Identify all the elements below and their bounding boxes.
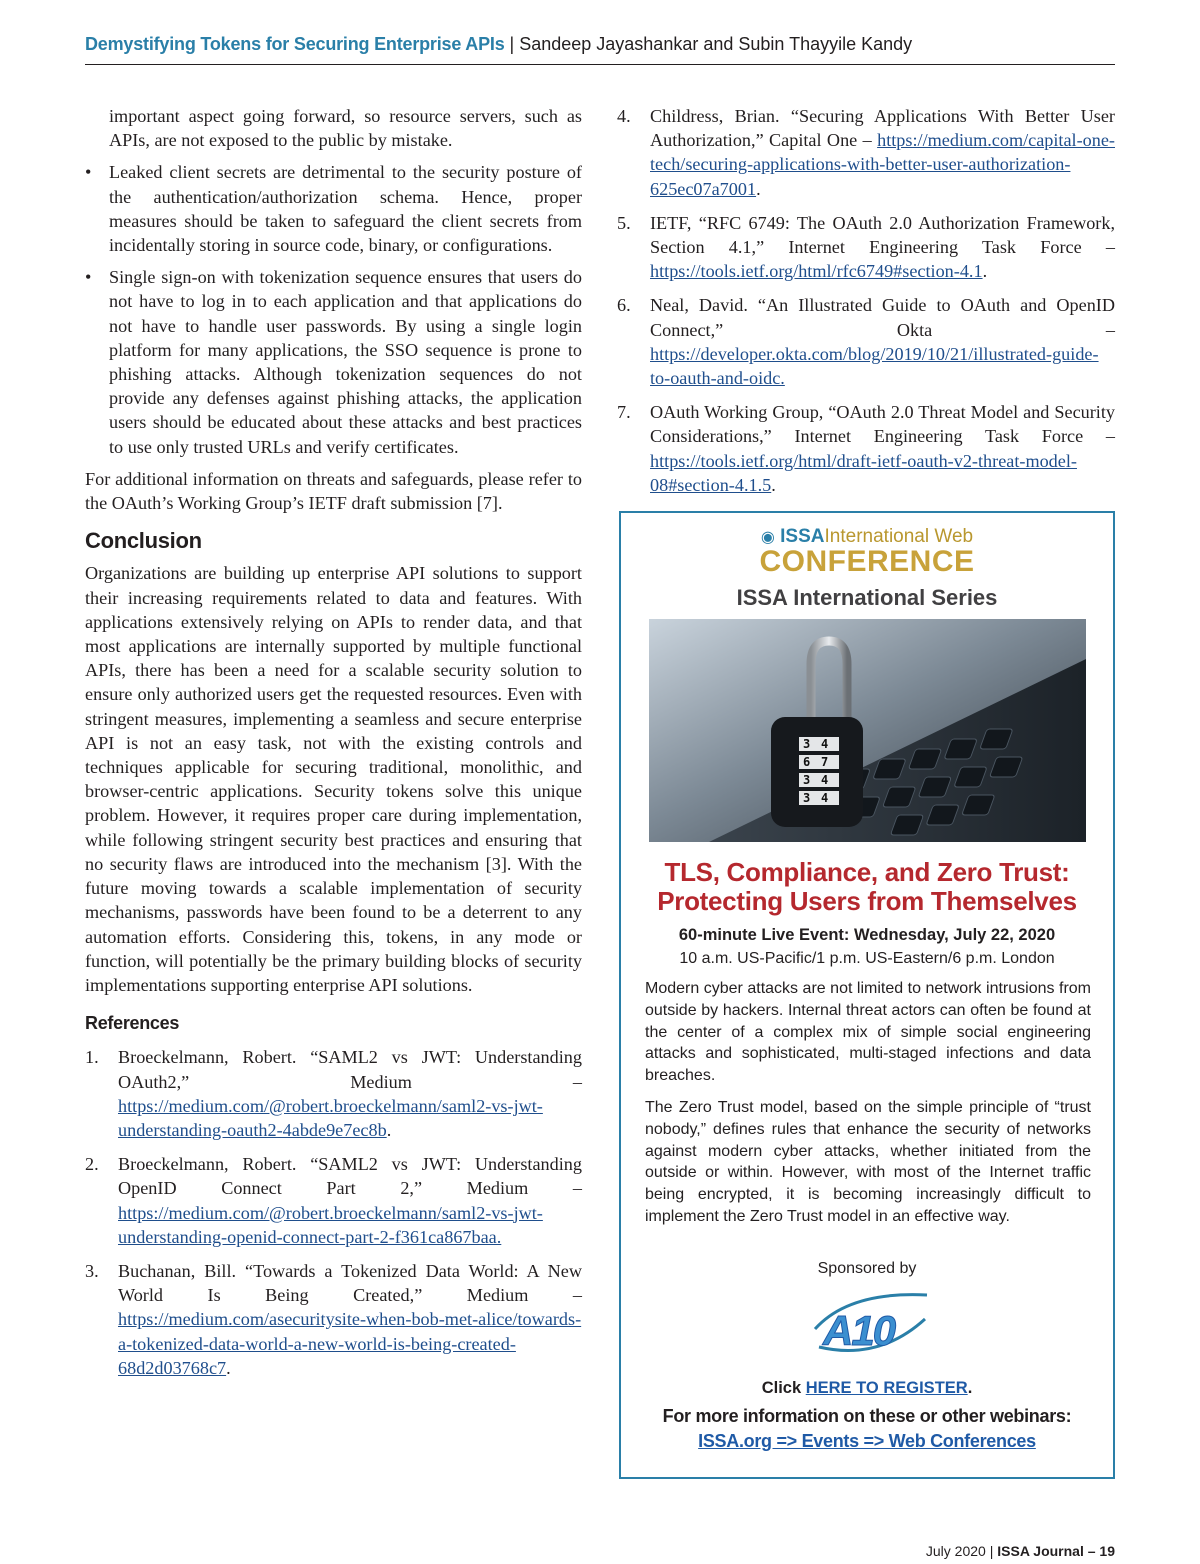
more-info-text: For more information on these or other webinars: [662, 1406, 1072, 1426]
reference-end: . [386, 1119, 392, 1140]
reference-link[interactable]: https://tools.ietf.org/html/rfc6749#section-4.1 [650, 261, 983, 282]
register-link[interactable]: HERE TO REGISTER [805, 1379, 968, 1397]
references-heading: References [85, 1013, 180, 1034]
bullet-text: Leaked client secrets are detrimental to the security posture of the authentication/authorization schema. Hence, proper measures should be taken to safeguard the client secrets from incidentally storing in source code, binary, or configurations. [109, 162, 582, 256]
left-column [85, 104, 582, 1390]
reference-citation: Neal, David. “An Illustrated Guide to OAuth and OpenID Connect,” Okta – [650, 295, 1115, 340]
reference-text [650, 293, 1115, 390]
click-suffix: . [967, 1379, 973, 1397]
bullet-item [85, 160, 582, 257]
bullet-text: Single sign-on with tokenization sequence ensures that users do not have to log in to each application and that applications do not have to handle user passwords. By using a single login platform for many applications, the SSO sequence is prone to phishing attacks. Although tokenization sequences do not provide any defenses against phishing attacks, the application users should be educated about these attacks and best practices to use only trusted URLs and verify certificates. [109, 267, 582, 457]
bullet-dot: • [85, 267, 92, 288]
event-timezones: 10 a.m. US-Pacific/1 p.m. US-Eastern/6 p.m. London [679, 950, 1055, 967]
reference-citation: OAuth Working Group, “OAuth 2.0 Threat Model and Security Considerations,” Internet Engineering Task Force – [650, 402, 1115, 447]
reference-item [85, 1152, 582, 1249]
reference-item [617, 104, 1115, 201]
padlock-digit: 3 [803, 773, 811, 787]
reference-link[interactable]: https://developer.okta.com/blog/2019/10/21/illustrated-guide-to-oauth-and-oidc. [650, 343, 1099, 389]
globe-icon: ◉ [760, 529, 775, 546]
reference-end: . [756, 178, 761, 199]
a10-logo-graphic [809, 1289, 931, 1363]
event-datetime: 60-minute Live Event: Wednesday, July 22, 2020 [678, 926, 1056, 944]
click-prefix: Click [761, 1379, 806, 1397]
reference-link[interactable]: https://medium.com/@robert.broeckelmann/saml2-vs-jwt-understanding-oauth2-4abde9e7ec8b [118, 1095, 543, 1140]
reference-number: 2. [85, 1154, 99, 1175]
reference-text [650, 211, 1115, 284]
reference-text [118, 1259, 582, 1380]
padlock-keyboard-image [649, 619, 1086, 842]
continued-bullet-text: important aspect going forward, so resource servers, such as APIs, are not exposed to the public by mistake. [109, 106, 582, 151]
right-column [617, 104, 1115, 507]
reference-link[interactable]: https://medium.com/capital-one-tech/securing-applications-with-better-user-authorization-625ec07a7001 [650, 130, 1115, 199]
reference-item [617, 400, 1115, 497]
reference-number: 5. [617, 212, 631, 233]
reference-link[interactable]: https://medium.com/asecuritysite-when-bob-met-alice/towards-a-tokenized-data-world-a-new-world-is-being-created-68d2d03768c7 [118, 1309, 582, 1378]
padlock-digit: 4 [821, 791, 829, 805]
reference-item [617, 293, 1115, 390]
reference-item [85, 1259, 582, 1380]
reference-number: 1. [85, 1047, 99, 1068]
reference-number: 4. [617, 106, 631, 126]
footer-date: July 2020 [925, 1543, 986, 1559]
logo-conference-text: CONFERENCE [759, 545, 975, 578]
a10-sponsor-logo [809, 1289, 931, 1363]
headline-line-1: TLS, Compliance, and Zero Trust: [664, 857, 1070, 887]
reference-text [650, 104, 1115, 201]
padlock-image-graphic [649, 619, 1086, 842]
padlock-digit: 4 [821, 773, 829, 787]
reference-item [617, 211, 1115, 284]
reference-citation: Childress, Brian. “Securing Applications With Better User Authorization,” Capital One – [650, 106, 1115, 151]
conclusion-paragraph: Organizations are building up enterprise API solutions to support their increasing requirements related to data and features. With applications extensively relying on APIs to render data, and that most applications are internally supported by multiple functional APIs, there has been a need for a scalable security solution to ensure only authorized users get the requested resources. Even with stringent measures, implementing a seamless and secure enterprise API is not an easy task, not with the existing controls and techniques applicable for securing traditional, monolithic, and browser-centric applications. Security tokens solve this unique problem. However, it requires proper care during implementation, while following stringent security best practices and ensuring that no security flaws are introduced into the mechanism [3]. With the future moving towards a scalable implementation of security mechanisms, passwords have been found to be a deterrent to any automation efforts. Considering this, tokens, in any mode or function, will potentially be the primary building blocks of security implementations supporting enterprise API solutions. [85, 563, 582, 995]
additional-info-paragraph: For additional information on threats and safeguards, please refer to the OAuth’s Working Group’s IETF draft submission [7]. [85, 468, 582, 514]
padlock-digit: 7 [821, 755, 829, 769]
padlock-digit: 3 [803, 791, 811, 805]
padlock-digit: 6 [803, 755, 811, 769]
register-line [621, 1379, 1113, 1398]
reference-number: 7. [617, 402, 631, 423]
reference-number: 3. [85, 1260, 99, 1281]
footer-journal-page: ISSA Journal – 19 [997, 1543, 1115, 1559]
reference-end: . [771, 474, 776, 495]
article-authors: Sandeep Jayashankar and Subin Thayyile Kandy [519, 34, 913, 54]
sponsored-by-label: Sponsored by [817, 1260, 917, 1277]
footer-separator: | [985, 1543, 998, 1559]
bullet-dot: • [85, 162, 92, 183]
a10-logo-text: A10 [823, 1307, 895, 1354]
series-title: ISSA International Series [736, 585, 998, 610]
padlock-digit: 4 [821, 737, 829, 751]
reference-end: . [226, 1357, 231, 1378]
reference-citation: Buchanan, Bill. “Towards a Tokenized Data World: A New World Is Being Created,” Medium – [118, 1260, 582, 1306]
bullet-item [85, 265, 582, 459]
reference-citation: Broeckelmann, Robert. “SAML2 vs JWT: Understanding OpenID Connect Part 2,” Medium – [118, 1154, 582, 1199]
running-header [85, 34, 1115, 65]
web-conferences-link[interactable]: ISSA.org => Events => Web Conferences [698, 1431, 1036, 1451]
webinar-headline [621, 858, 1113, 916]
reference-number: 6. [617, 295, 631, 316]
reference-text [118, 1152, 582, 1249]
issa-conference-logo [621, 527, 1113, 576]
logo-international-text: International Web [824, 526, 974, 547]
logo-issa-text: ISSA [780, 526, 825, 547]
reference-citation: IETF, “RFC 6749: The OAuth 2.0 Authorization Framework, Section 4.1,” Internet Engineering Task Force – [650, 212, 1115, 258]
article-title: Demystifying Tokens for Securing Enterprise APIs [85, 34, 505, 54]
reference-text [650, 400, 1115, 497]
page-footer [926, 1543, 1115, 1559]
reference-citation: Broeckelmann, Robert. “SAML2 vs JWT: Understanding OAuth2,” Medium – [118, 1047, 582, 1092]
reference-text [118, 1045, 582, 1142]
reference-item [85, 1045, 582, 1142]
padlock-digit: 3 [803, 737, 811, 751]
header-separator: | [504, 34, 520, 54]
ad-body-paragraph-2: The Zero Trust model, based on the simple principle of “trust nobody,” defines rules that enhance the security of networks against modern cyber attacks, whether initiated from the outside or within. However, with most of the Internet traffic being encrypted, it is becoming increasingly difficult to implement the Zero Trust model in an effective way. [645, 1099, 1091, 1225]
ad-body-paragraph-1: Modern cyber attacks are not limited to network intrusions from outside by hackers. Internal threat actors can often be found at the center of a complex mix of simple social engineering attacks and sophisticated, multi-staged infections and data breaches. [645, 980, 1091, 1085]
headline-line-2: Protecting Users from Themselves [657, 886, 1077, 916]
conclusion-heading: Conclusion [85, 528, 202, 554]
reference-end: . [982, 261, 988, 282]
webinar-ad-box [619, 511, 1115, 1479]
reference-link[interactable]: https://tools.ietf.org/html/draft-ietf-oauth-v2-threat-model-08#section-4.1.5 [650, 450, 1077, 495]
reference-link[interactable]: https://medium.com/@robert.broeckelmann/saml2-vs-jwt-understanding-openid-connect-part-2-f361ca867baa. [118, 1202, 543, 1247]
